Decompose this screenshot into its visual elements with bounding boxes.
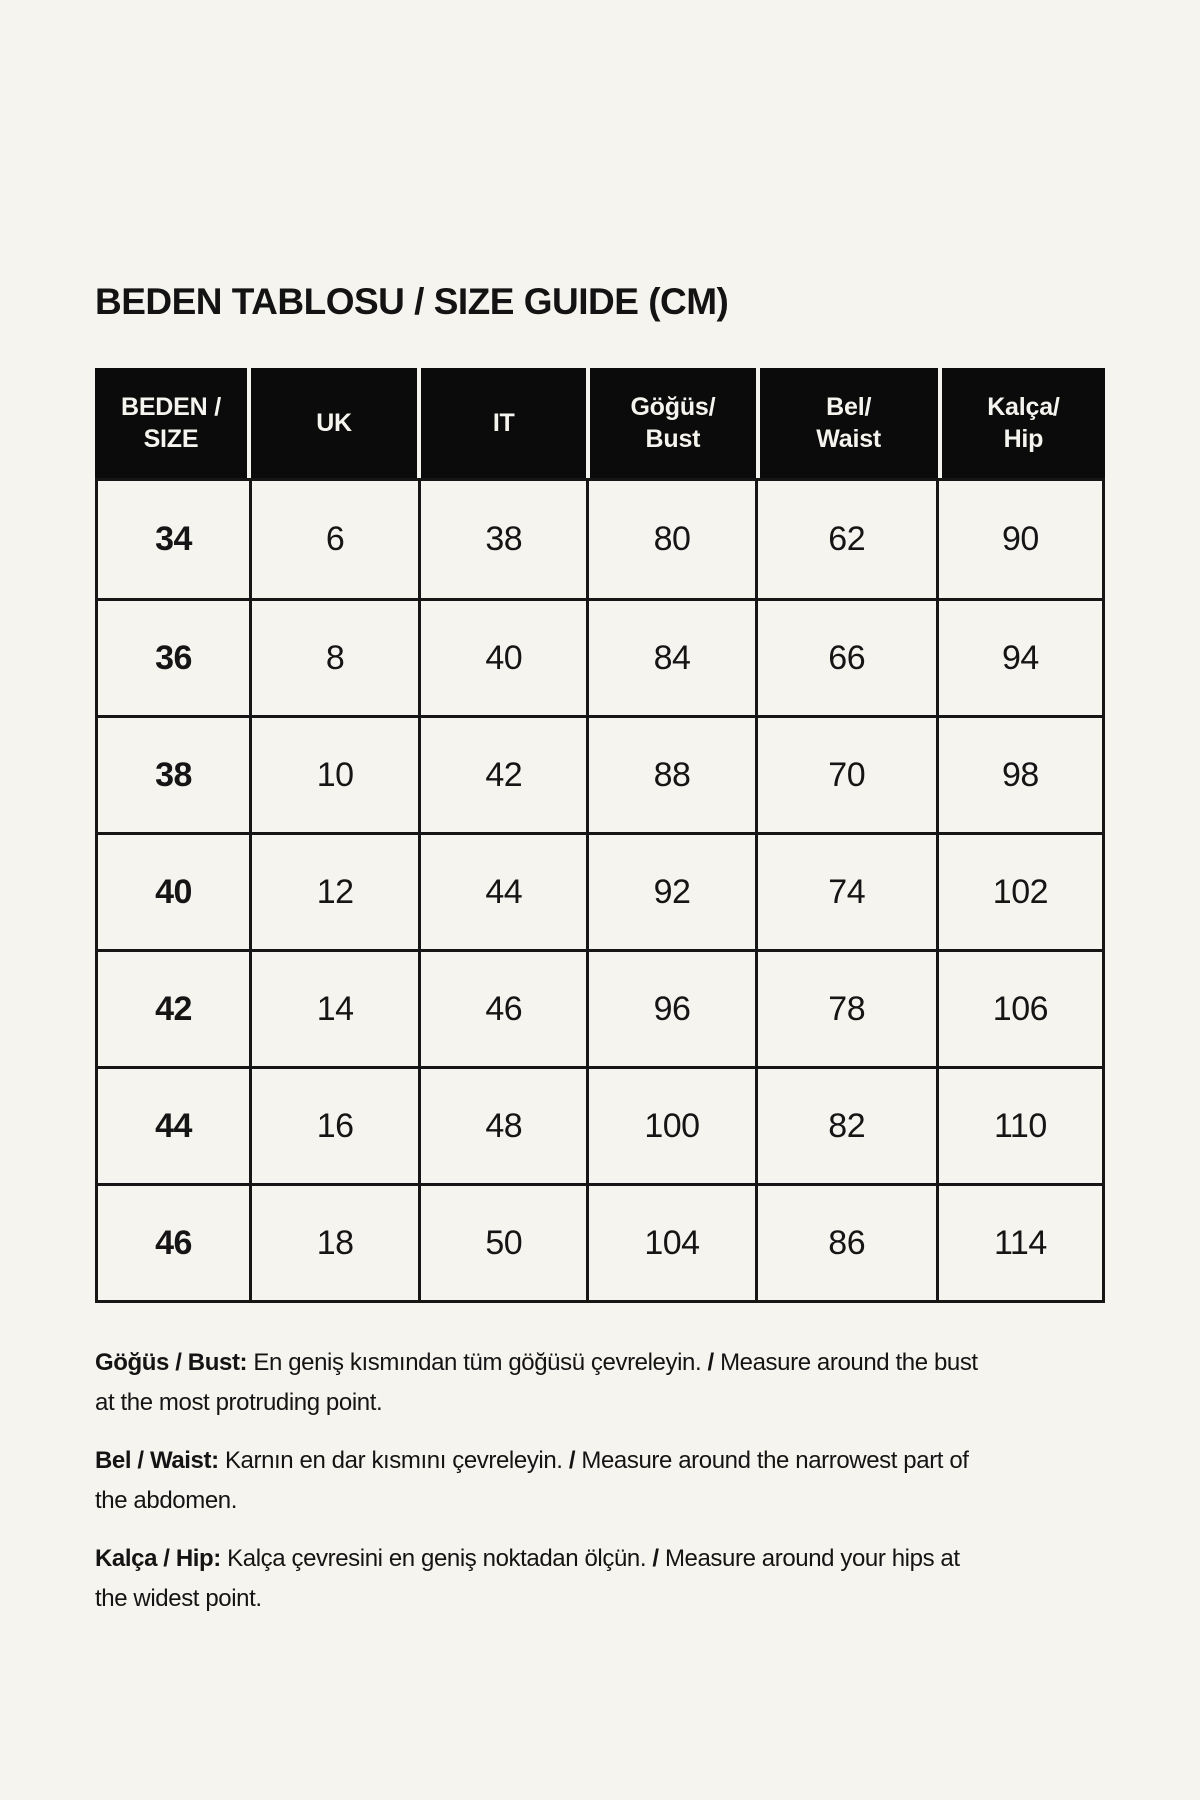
- table-cell: 104: [586, 1183, 754, 1300]
- table-cell: 100: [586, 1066, 754, 1183]
- table-cell: 84: [586, 598, 754, 715]
- table-cell: 38: [418, 481, 586, 598]
- note-text-en: the widest point.: [95, 1585, 262, 1612]
- table-cell: 44: [418, 832, 586, 949]
- header-label: IT: [492, 409, 515, 437]
- table-cell: 90: [936, 481, 1102, 598]
- note-text-en: Measure around your hips at: [658, 1545, 960, 1572]
- header-cell-it: [417, 368, 586, 478]
- note-text-tr: Karnın en dar kısmını çevreleyin.: [218, 1447, 569, 1474]
- table-cell: 12: [249, 832, 418, 949]
- table-cell: 92: [586, 832, 754, 949]
- table-cell: 88: [586, 715, 754, 832]
- table-cell: 44: [98, 1066, 249, 1183]
- header-label: Waist: [816, 425, 882, 453]
- table-cell: 48: [418, 1066, 586, 1183]
- note-text-en: Measure around the bust: [713, 1349, 978, 1376]
- table-cell: 18: [249, 1183, 418, 1300]
- size-table-body: [95, 478, 1105, 1303]
- note-separator: /: [652, 1545, 659, 1572]
- note-separator: /: [707, 1349, 714, 1376]
- table-cell: 42: [418, 715, 586, 832]
- note-separator: /: [568, 1447, 576, 1474]
- table-cell: 94: [936, 598, 1102, 715]
- table-cell: 82: [755, 1066, 936, 1183]
- table-cell: 78: [755, 949, 936, 1066]
- size-table: [95, 368, 1105, 1303]
- header-cell-uk: [247, 368, 417, 478]
- note-label: Göğüs / Bust:: [95, 1349, 248, 1376]
- table-cell: 8: [249, 598, 418, 715]
- note-text-en: Measure around the narrowest part of: [575, 1447, 969, 1474]
- header-label: Bel/: [826, 393, 872, 421]
- header-label: Kalça/: [987, 393, 1060, 421]
- table-cell: 110: [936, 1066, 1102, 1183]
- table-cell: 62: [755, 481, 936, 598]
- table-cell: 106: [936, 949, 1102, 1066]
- note-text-tr: Kalça çevresini en geniş noktadan ölçün.: [220, 1545, 653, 1572]
- size-table-header-row: [95, 368, 1105, 478]
- table-cell: 50: [418, 1183, 586, 1300]
- table-cell: 40: [98, 832, 249, 949]
- header-cell-bust: [586, 368, 755, 478]
- header-label: UK: [316, 409, 352, 437]
- table-cell: 46: [418, 949, 586, 1066]
- note-waist: [95, 1441, 1107, 1521]
- table-cell: 38: [98, 715, 249, 832]
- table-cell: 86: [755, 1183, 936, 1300]
- header-cell-beden-size: [95, 368, 247, 478]
- table-cell: 36: [98, 598, 249, 715]
- note-label: Bel / Waist:: [95, 1447, 219, 1474]
- table-cell: 34: [155, 520, 192, 558]
- measurement-notes: [95, 1343, 1107, 1619]
- table-cell: 10: [249, 715, 418, 832]
- table-cell: 96: [586, 949, 754, 1066]
- header-cell-hip: [938, 368, 1105, 478]
- table-cell: 14: [249, 949, 418, 1066]
- table-cell: 80: [586, 481, 754, 598]
- note-label: Kalça / Hip:: [95, 1545, 221, 1572]
- note-text-en: at the most protruding point.: [95, 1389, 383, 1416]
- table-cell: 6: [249, 481, 418, 598]
- header-label: Göğüs/: [630, 393, 716, 421]
- table-cell: 16: [249, 1066, 418, 1183]
- table-cell: 46: [98, 1183, 249, 1300]
- table-cell: 70: [755, 715, 936, 832]
- table-cell: 98: [936, 715, 1102, 832]
- note-bust: [95, 1343, 1107, 1423]
- header-label: BEDEN /: [120, 393, 221, 421]
- table-cell: 114: [936, 1183, 1102, 1300]
- header-label: SIZE: [143, 425, 199, 453]
- table-cell: 102: [936, 832, 1102, 949]
- header-cell-waist: [756, 368, 938, 478]
- note-text-tr: En geniş kısmından tüm göğüsü çevreleyin.: [247, 1349, 708, 1376]
- header-label: Hip: [1003, 425, 1044, 453]
- table-cell: 74: [755, 832, 936, 949]
- table-cell: 40: [418, 598, 586, 715]
- header-label: Bust: [645, 425, 701, 453]
- note-hip: [95, 1539, 1107, 1619]
- table-cell: 66: [755, 598, 936, 715]
- page-title: BEDEN TABLOSU / SIZE GUIDE (CM): [95, 281, 729, 322]
- table-cell: 42: [98, 949, 249, 1066]
- note-text-en: the abdomen.: [95, 1487, 237, 1514]
